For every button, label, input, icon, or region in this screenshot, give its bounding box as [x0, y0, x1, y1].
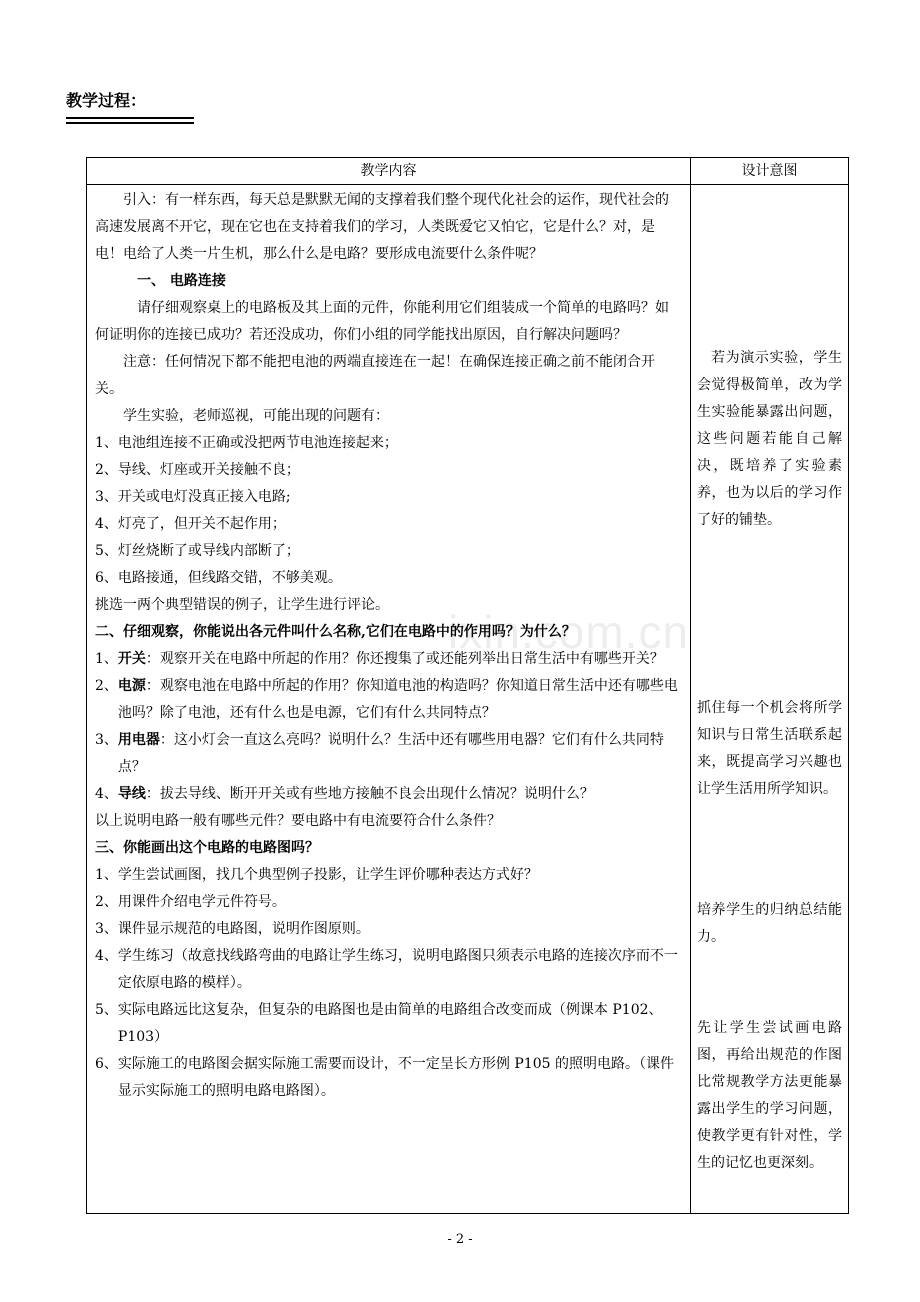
table-body-row: [87, 185, 849, 1214]
diagram-step: [95, 889, 682, 916]
problem-item: 6、电路接通，但线路交错，不够美观。: [95, 570, 342, 586]
diagram-step: [95, 1051, 682, 1105]
page-number: - 2 -: [447, 1232, 473, 1247]
item-text: 课件显示规范的电路图，说明作图原则。: [117, 921, 370, 937]
lesson-table: [86, 157, 849, 1214]
header-content: 教学内容: [87, 158, 691, 185]
intent-diagram: 先让学生尝试画电路图，再给出规范的作图比常规教学方法更能暴露出学生的学习问题，使教学更有针对性，学生的记忆也更深刻。: [697, 1020, 842, 1171]
item-number: 2、: [95, 678, 118, 694]
item-number: 2、: [95, 894, 118, 910]
item-number: 3、: [95, 732, 118, 748]
intent-summarize: 培养学生的归纳总结能力。: [697, 902, 842, 945]
section-1-note: 注意：任何情况下都不能把电池的两端直接连在一起！在确保连接正确之前不能闭合开关。: [95, 354, 655, 397]
component-item-wire: [95, 781, 682, 808]
component-item-appliance: [95, 727, 682, 781]
section-1-title: 一、 电路连接: [137, 273, 226, 289]
header-intent: 设计意图: [691, 158, 849, 185]
intro-paragraph: 引入：有一样东西，每天总是默默无闻的支撑着我们整个现代化社会的运作，现代社会的高速发展离不开它，现在它也在支持着我们的学习，人类既爱它又怕它，它是什么？对，是电！电给了人类一片生机，那么什么是电路？要形成电流要什么条件呢？: [95, 192, 669, 262]
diagram-step: [95, 943, 682, 997]
section-1-tail: 挑选一两个典型错误的例子，让学生进行评论。: [95, 597, 389, 613]
heading-underline-bottom: [66, 122, 194, 124]
item-text: 学生练习（故意找线路弯曲的电路让学生练习，说明电路图只须表示电路的连接次序而不一定依原电路的模样）。: [117, 948, 678, 991]
item-number: 1、: [95, 867, 118, 883]
item-text: 用课件介绍电学元件符号。: [117, 894, 286, 910]
item-number: 4、: [95, 786, 118, 802]
component-item-power: [95, 673, 682, 727]
table-header-row: [87, 158, 849, 185]
item-text: ：观察电池在电路中所起的作用？你知道电池的构造吗？你知道日常生活中还有哪些电池吗？除了电池，还有什么也是电源，它们有什么共同特点？: [117, 678, 678, 721]
section-3-title: 三、你能画出这个电路的电路图吗？: [95, 840, 319, 856]
item-text: ：这小灯会一直这么亮吗？说明什么？生活中还有哪些用电器？它们有什么共同特点？: [117, 732, 664, 775]
problem-item: 3、开关或电灯没真正接入电路;: [95, 489, 291, 505]
item-text: ：拔去导线、断开开关或有些地方接触不良会出现什么情况？说明什么？: [145, 786, 594, 802]
item-label: 电源: [117, 678, 146, 694]
section-2-title: 二、仔细观察，你能说出各元件叫什么名称,它们在电路中的作用吗？为什么？: [95, 624, 576, 640]
item-label: 导线: [117, 786, 146, 802]
problem-item: 4、灯亮了，但开关不起作用；: [95, 516, 286, 532]
problem-item: 2、导线、灯座或开关接触不良；: [95, 462, 300, 478]
problem-item: 5、灯丝烧断了或导线内部断了；: [95, 543, 300, 559]
diagram-step: [95, 916, 682, 943]
page-heading: 教学过程：: [66, 91, 147, 110]
item-number: 4、: [95, 948, 118, 964]
watermark: ixin.com.cn: [448, 606, 690, 658]
item-number: 1、: [95, 651, 118, 667]
item-label: 开关: [117, 651, 146, 667]
item-label: 用电器: [117, 732, 160, 748]
item-number: 5、: [95, 1002, 118, 1018]
section-1-lead: 学生实验，老师巡视，可能出现的问题有：: [123, 408, 389, 424]
problem-item: 1、电池组连接不正确或没把两节电池连接起来；: [95, 435, 398, 451]
intent-daily-life: 抓住每一个机会将所学知识与日常生活联系起来，既提高学习兴趣也让学生活用所学知识。: [697, 700, 842, 797]
heading-underline-top: [66, 117, 194, 119]
item-text: 实际施工的电路图会据实际施工需要而设计，不一定呈长方形例 P105 的照明电路。（课件显示实际施工的照明电路电路图）。: [117, 1056, 674, 1099]
item-number: 6、: [95, 1056, 118, 1072]
intent-cell: [691, 185, 849, 1214]
section-1-paragraph: 请仔细观察桌上的电路板及其上面的元件，你能利用它们组装成一个简单的电路吗？如何证明你的连接已成功？若还没成功，你们小组的同学能找出原因，自行解决问题吗？: [95, 300, 669, 343]
diagram-step: [95, 997, 682, 1051]
item-text: 实际电路远比这复杂，但复杂的电路图也是由简单的电路组合改变而成（例课本 P102、P103）: [117, 1002, 663, 1045]
content-cell: [87, 185, 691, 1214]
item-text: 学生尝试画图，找几个典型例子投影，让学生评价哪种表达方式好？: [117, 867, 538, 883]
item-number: 3、: [95, 921, 118, 937]
section-2-tail: 以上说明电路一般有哪些元件？要电路中有电流要符合什么条件？: [95, 813, 501, 829]
diagram-step: [95, 862, 682, 889]
item-text: ：观察开关在电路中所起的作用？你还搜集了或还能列举出日常生活中有哪些开关？: [145, 651, 664, 667]
intent-experiment: 若为演示实验，学生会觉得极简单，改为学生实验能暴露出问题，这些问题若能自己解决，既培养了实验素养，也为以后的学习作了好的铺垫。: [697, 350, 842, 528]
